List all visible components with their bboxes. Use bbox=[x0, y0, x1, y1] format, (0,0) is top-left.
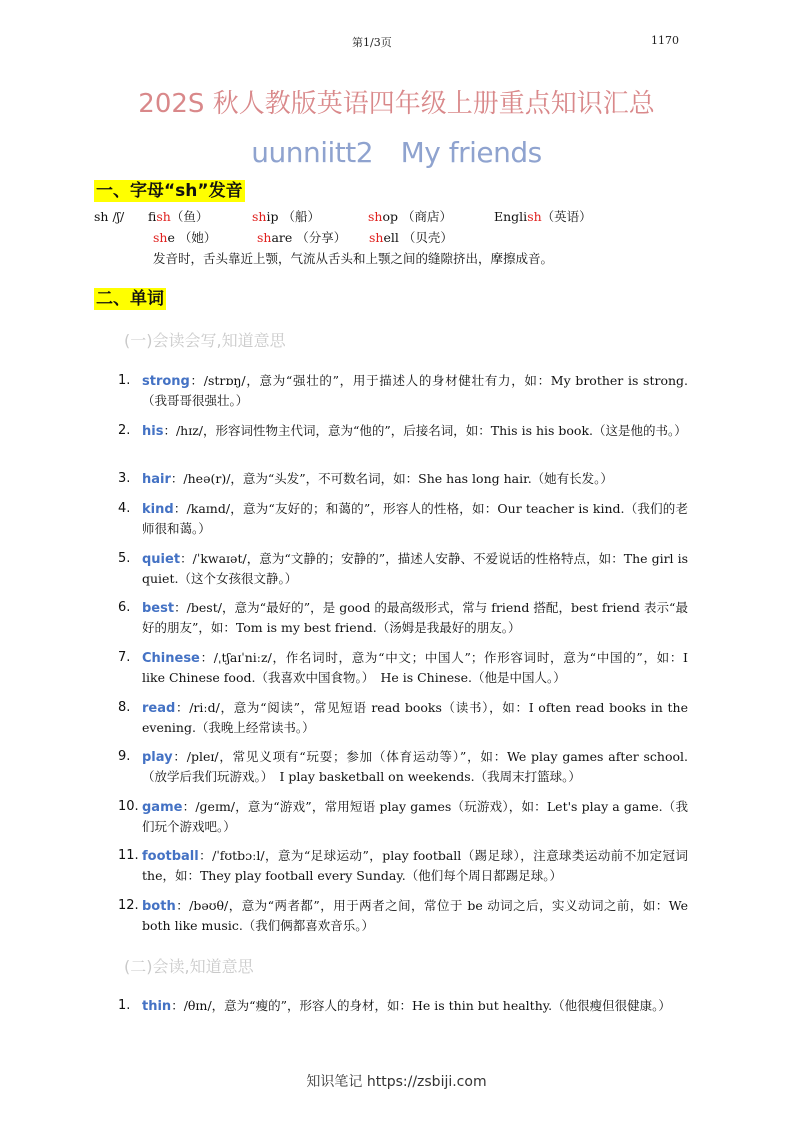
phonics-note: 发音时，舌头靠近上颚，气流从舌头和上颚之间的缝隙挤出，摩擦成音。 bbox=[153, 251, 554, 266]
list-item: 9. play：/pleɪ/，常见义项有“玩耍；参加（体育运动等）”，如：We play games after school.（放学后我们玩游戏。） I play basketball on weekends.（我周末打篮球。） bbox=[118, 749, 688, 784]
list-item: 11. football：/ˈfʊtbɔːl/，意为“足球运动”，play football（踢足球），注意球类运动前不加定冠词 the，如：They play football every Sunday.（他们每个周日都踢足球。） bbox=[118, 848, 688, 883]
phonics-row-1 bbox=[94, 207, 592, 227]
vocab-word: quiet bbox=[142, 552, 181, 567]
phonics-word: English（英语） bbox=[494, 209, 592, 224]
vocab-word: best bbox=[142, 601, 175, 616]
vocab-word: hair bbox=[142, 472, 171, 487]
page-number: 第1/3页 bbox=[352, 36, 392, 49]
list-item: 5. quiet：/ˈkwaɪət/，意为“文静的；安静的”，描述人安静、不爱说话的性格特点，如：The girl is quiet.（这个女孩很文静。） bbox=[118, 551, 688, 586]
section-heading-phonics: 一、字母“sh”发音 bbox=[96, 181, 243, 201]
phonics-word: she （她） bbox=[153, 230, 217, 245]
subheading-read: (二)会读,知道意思 bbox=[124, 957, 254, 976]
doc-code: 1170 bbox=[651, 34, 679, 47]
doc-title: 202S 秋人教版英语四年级上册重点知识汇总 bbox=[138, 89, 655, 119]
phonics-word: shop （商店） bbox=[368, 209, 452, 224]
list-item: 2. his：/hɪz/，形容词性物主代词，意为“他的”，后接名词，如：This is his book.（这是他的书。） bbox=[118, 423, 687, 439]
list-item: 4. kind：/kaɪnd/，意为“友好的；和蔼的”，形容人的性格，如：Our teacher is kind.（我们的老师很和蔼。） bbox=[118, 501, 688, 536]
list-item: 10. game：/ɡeɪm/，意为“游戏”，常用短语 play games（玩游戏），如：Let's play a game.（我们玩个游戏吧。） bbox=[118, 799, 688, 834]
vocab-word: his bbox=[142, 424, 164, 439]
list-item: 8. read：/riːd/，意为“阅读”，常见短语 read books（读书），如：I often read books in the evening.（我晚上经常读书。） bbox=[118, 700, 688, 735]
list-item: 1. thin：/θɪn/，意为“瘦的”，形容人的身材，如：He is thin but healthy.（他很瘦但很健康。） bbox=[118, 998, 671, 1014]
phonics-word: shell （贝壳） bbox=[369, 230, 453, 245]
list-item: 6. best：/best/，意为“最好的”，是 good 的最高级形式，常与 friend 搭配，best friend 表示“最好的朋友”，如：Tom is my best friend.（汤姆是我最好的朋友。） bbox=[118, 600, 688, 635]
list-item: 7. Chinese：/ˌtʃaɪˈniːz/，作名词时，意为“中文；中国人”；作形容词时，意为“中国的”，如：I like Chinese food.（我喜欢中国食物。） He is Chinese.（他是中国人。） bbox=[118, 650, 688, 685]
list-item: 12. both：/bəʊθ/，意为“两者都”，用于两者之间，常位于 be 动词之后，实义动词之前，如：We both like music.（我们俩都喜欢音乐。） bbox=[118, 898, 688, 933]
vocab-word: football bbox=[142, 849, 199, 864]
vocab-word: thin bbox=[142, 999, 172, 1014]
phonics-word: share （分享） bbox=[257, 230, 347, 245]
phonics-row-2 bbox=[153, 228, 453, 248]
vocab-word: Chinese bbox=[142, 651, 200, 666]
vocab-word: kind bbox=[142, 502, 174, 517]
unit-title: uunniitt2 My friends bbox=[251, 136, 542, 169]
footer-site: 知识笔记 https://zsbiji.com bbox=[306, 1074, 487, 1090]
vocab-word: game bbox=[142, 800, 183, 815]
vocab-word: strong bbox=[142, 374, 190, 389]
vocab-word: both bbox=[142, 899, 176, 914]
vocab-word: play bbox=[142, 750, 173, 765]
phonics-word: fish（鱼） bbox=[148, 209, 209, 224]
phonics-word: ship （船） bbox=[252, 209, 320, 224]
list-item: 3. hair：/heə(r)/，意为“头发”，不可数名词，如：She has long hair.（她有长发。） bbox=[118, 471, 613, 487]
vocab-word: read bbox=[142, 701, 176, 716]
section-heading-words: 二、单词 bbox=[96, 289, 164, 309]
phonics-word: sh /ʃ/ bbox=[94, 209, 125, 224]
subheading-read-write: (一)会读会写,知道意思 bbox=[124, 331, 286, 350]
list-item: 1. strong：/strɒŋ/，意为“强壮的”，用于描述人的身材健壮有力，如：My brother is strong.（我哥哥很强壮。） bbox=[118, 373, 688, 408]
